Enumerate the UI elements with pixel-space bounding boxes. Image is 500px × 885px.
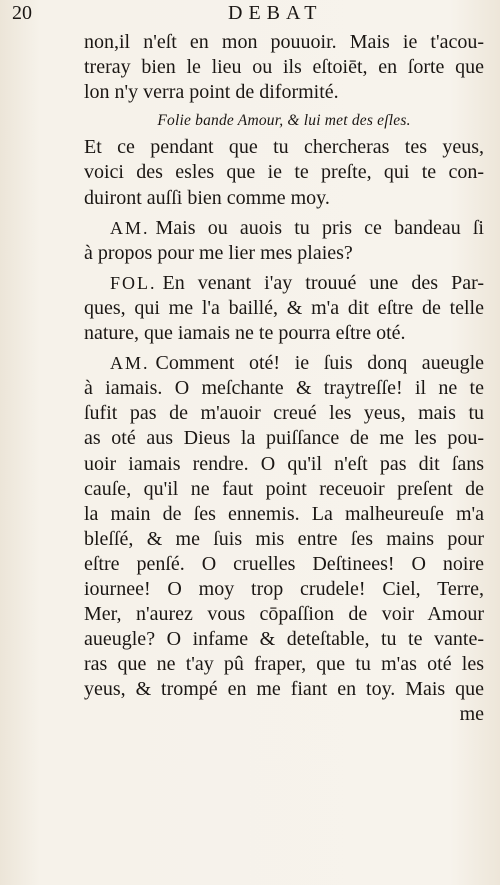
text-line: cauſe, qu'il ne faut point receuoir preſent de — [84, 477, 484, 500]
body-text — [84, 30, 484, 728]
text-line: yeus, & trompé en me fiant en toy. Mais que — [84, 678, 484, 701]
text-line: ques, qui me l'a baillé, & m'a dit eſtre de telle — [84, 296, 484, 319]
text-line: nature, que iamais ne te pourra eſtre oté. — [84, 322, 406, 345]
speaker-label: AM. — [110, 217, 150, 238]
speaker-label: AM. — [110, 353, 150, 374]
speech-line — [84, 216, 484, 241]
folio-number: 20 — [12, 2, 32, 24]
text-line: à propos pour me lier mes plaies? — [84, 241, 353, 264]
text-line: eſtre penſé. O cruelles Deſtinees! O noire — [84, 552, 484, 575]
text-line: duiront auſſi bien comme moy. — [84, 186, 330, 209]
speech-text: Comment oté! ie ſuis donq aueugle — [155, 352, 484, 375]
text-line: à iamais. O meſchante & traytreſſe! il ne te — [84, 377, 484, 400]
text-line: ſufit pas de m'auoir creué les yeus, mais tu — [84, 402, 484, 425]
speech-text: Mais ou auois tu pris ce bandeau ſi — [155, 216, 484, 239]
text-line: voici des esles que ie te preſte, qui te con- — [84, 161, 484, 184]
section-heading: Folie bande Amour, & lui met des eſles. — [157, 112, 411, 130]
text-line: ras que ne t'ay pû fraper, que tu m'as oté les — [84, 653, 484, 676]
speech-line — [84, 351, 484, 376]
speaker-label: FOL. — [110, 272, 157, 293]
running-title: DEBAT — [228, 2, 323, 24]
text-line: Et ce pendant que tu chercheras tes yeus, — [84, 136, 484, 159]
text-line: as oté aus Dieus la puiſſance de me les pou- — [84, 427, 484, 450]
text-line: treray bien le lieu ou ils eſtoiēt, en ſorte que — [84, 56, 484, 79]
text-line: bleſſé, & me ſuis mis entre ſes mains pour — [84, 527, 484, 550]
text-line: lon n'y verra point de diformité. — [84, 81, 339, 104]
text-line: Mer, n'aurez vous cōpaſſion de voir Amour — [84, 603, 484, 626]
text-line: non,il n'eſt en mon pouuoir. Mais ie t'acou- — [84, 31, 484, 53]
speech-text: En venant i'ay trouué une des Par- — [162, 271, 484, 294]
speech-line — [84, 271, 484, 296]
text-line: la main de ſes ennemis. La malheureuſe m'a — [84, 502, 484, 525]
text-line: aueugle? O infame & deteſtable, tu te vante- — [84, 628, 484, 651]
catchword: me — [459, 703, 484, 726]
text-line: uoir iamais rendre. O qu'il n'eſt pas dit ſans — [84, 452, 484, 475]
text-line: iournee! O moy trop crudele! Ciel, Terre, — [84, 577, 484, 600]
page-header — [0, 2, 500, 28]
